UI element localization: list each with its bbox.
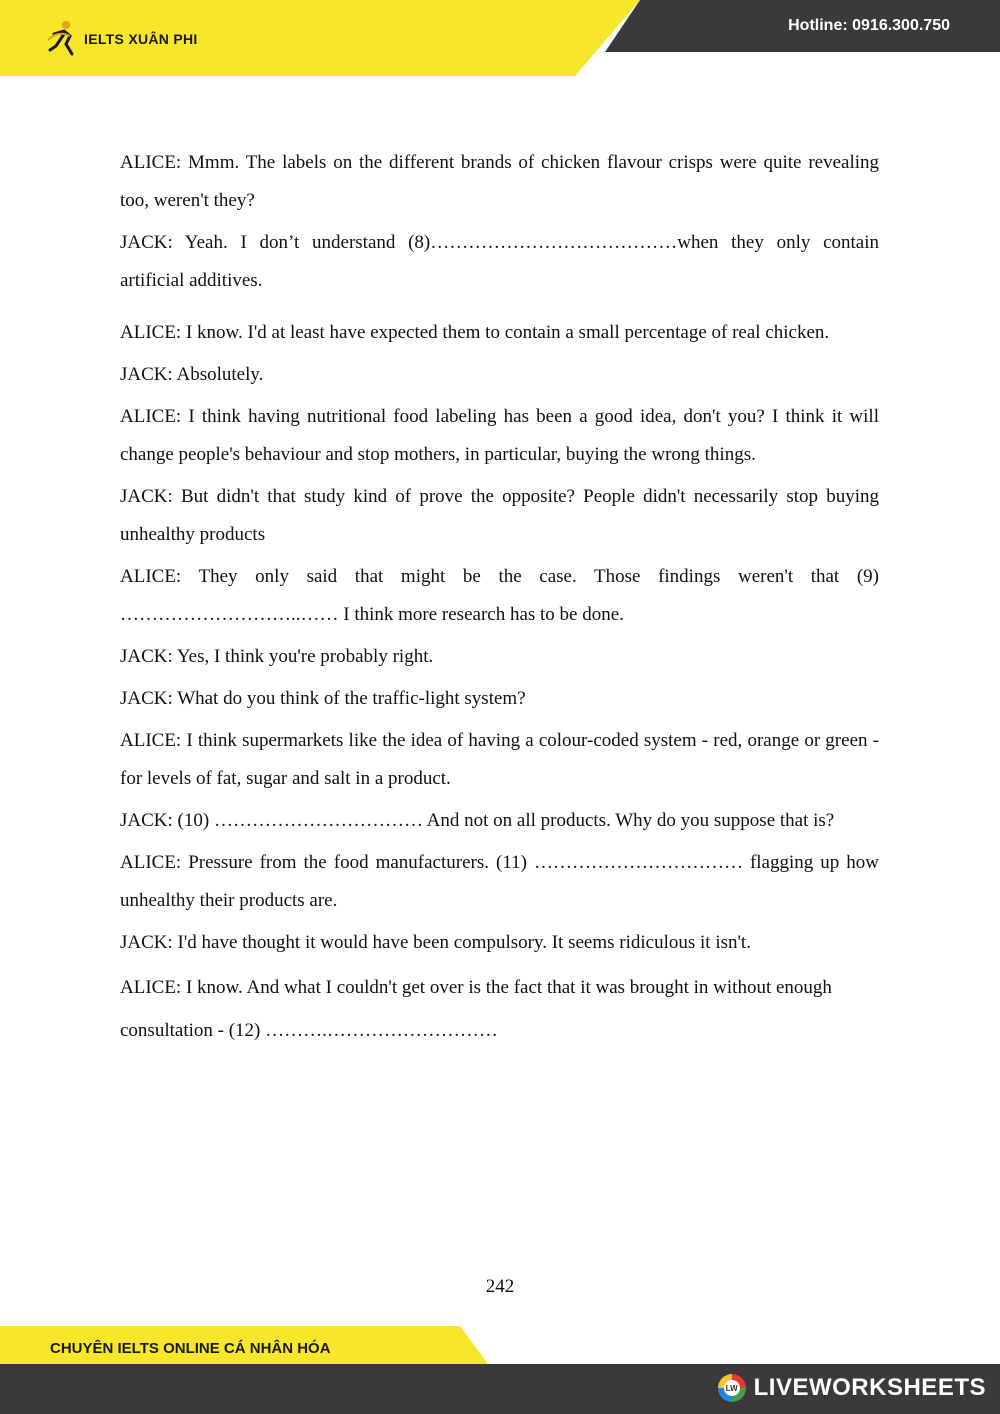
dialogue-line: ALICE: I think supermarkets like the idea of having a colour-coded system - red, orange or green - for levels of fat, sugar and salt in a product. xyxy=(120,730,879,789)
dialogue-line: JACK: Yeah. I don’t understand (8)…………………………………when they only contain artificial additives. xyxy=(120,232,879,291)
brand-name: IELTS XUÂN PHI xyxy=(84,31,198,47)
dialogue-line: JACK: Absolutely. xyxy=(120,364,264,385)
liveworksheets-logo-icon: LW xyxy=(718,1374,746,1402)
dialogue-line: ALICE: I know. I'd at least have expected them to contain a small percentage of real chicken. xyxy=(120,322,830,343)
page-number: 242 xyxy=(485,1276,515,1297)
dialogue-line: JACK: What do you think of the traffic-light system? xyxy=(120,688,526,709)
page-header xyxy=(0,0,1000,76)
dialogue-line: JACK: Yes, I think you're probably right. xyxy=(120,646,434,667)
liveworksheets-badge[interactable] xyxy=(718,1370,986,1406)
dialogue-line: ALICE: They only said that might be the case. Those findings weren't that (9) ………………………..…… I think more research has to be done. xyxy=(120,566,879,625)
dialogue-text xyxy=(120,144,879,1056)
dialogue-line: ALICE: Mmm. The labels on the different brands of chicken flavour crisps were quite revealing too, weren't they? xyxy=(120,152,879,211)
dialogue-line: JACK: But didn't that study kind of prove the opposite? People didn't necessarily stop buying unhealthy products xyxy=(120,486,879,545)
dialogue-line: ALICE: I know. And what I couldn't get over is the fact that it was brought in without enough consultation - (12) ……….……………………… xyxy=(120,977,832,1041)
dialogue-line: JACK: (10) …………………………… And not on all products. Why do you suppose that is? xyxy=(120,810,835,831)
dialogue-line: JACK: I'd have thought it would have been compulsory. It seems ridiculous it isn't. xyxy=(120,932,751,953)
hotline: Hotline: 0916.300.750 xyxy=(788,17,950,34)
brand-logo xyxy=(46,18,198,60)
dialogue-line: ALICE: Pressure from the food manufacturers. (11) …………………………… flagging up how unhealthy their products are. xyxy=(120,852,879,911)
dialogue-line: ALICE: I think having nutritional food labeling has been a good idea, don't you? I think it will change people's behaviour and stop mothers, in particular, buying the wrong things. xyxy=(120,406,879,465)
runner-logo-icon xyxy=(46,20,78,58)
page-footer xyxy=(0,1326,1000,1414)
liveworksheets-watermark: LIVEWORKSHEETS xyxy=(753,1374,986,1401)
footer-slogan: CHUYÊN IELTS ONLINE CÁ NHÂN HÓA xyxy=(50,1340,331,1357)
